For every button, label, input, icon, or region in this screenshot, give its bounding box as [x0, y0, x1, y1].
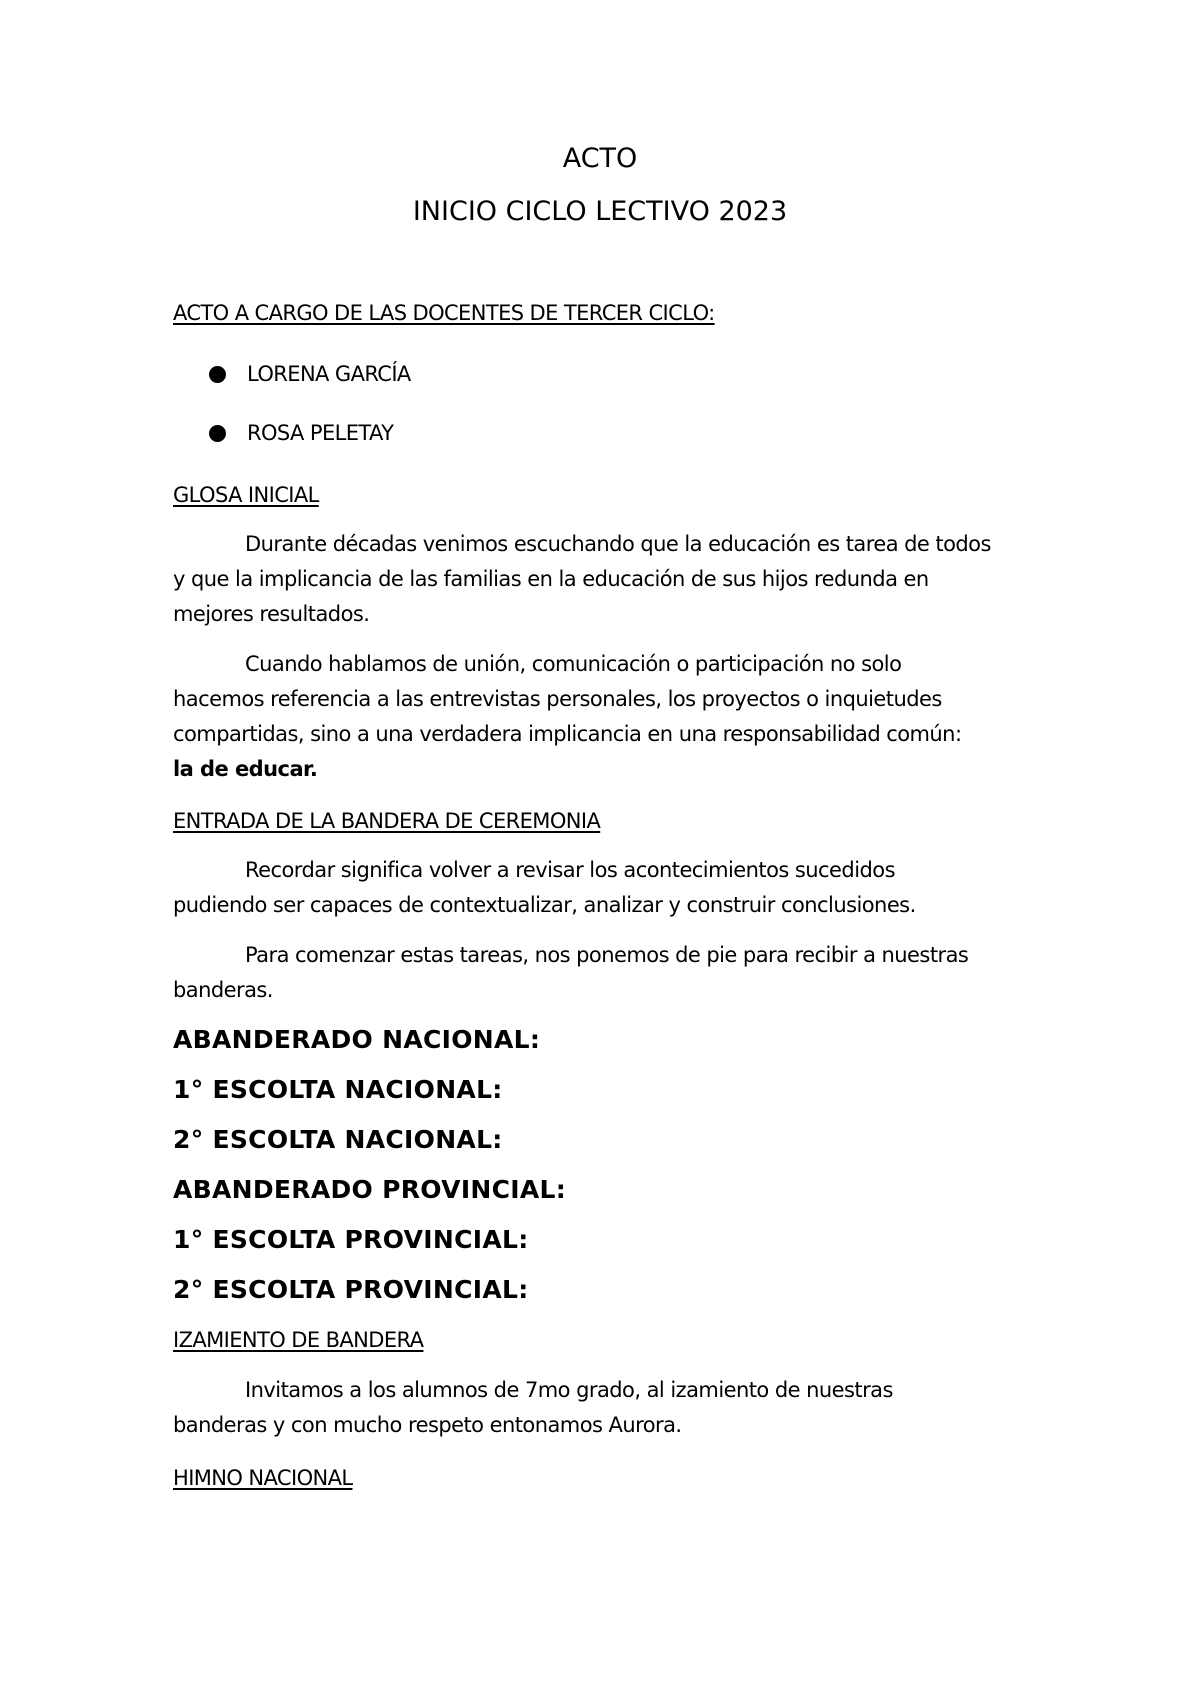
paragraph-line: Recordar significa volver a revisar los acontecimientos sucedidos [245, 858, 895, 882]
glosa-paragraph-1 [173, 527, 1043, 632]
document-subtitle: INICIO CICLO LECTIVO 2023 [412, 196, 788, 227]
staff-heading: ACTO A CARGO DE LAS DOCENTES DE TERCER CICLO: [173, 301, 715, 325]
teacher-name: ROSA PELETAY [247, 421, 394, 445]
paragraph-line: compartidas, sino a una verdadera implicancia en una responsabilidad común: [173, 722, 962, 746]
paragraph-line: y que la implicancia de las familias en la educación de sus hijos redunda en [173, 567, 929, 591]
himno-heading: HIMNO NACIONAL [173, 1466, 353, 1490]
role-abanderado-nacional: ABANDERADO NACIONAL: [173, 1025, 541, 1054]
paragraph-line: pudiendo ser capaces de contextualizar, analizar y construir conclusiones. [173, 893, 916, 917]
role-escolta-nacional-2: 2° ESCOLTA NACIONAL: [173, 1125, 503, 1154]
paragraph-line: Durante décadas venimos escuchando que la educación es tarea de todos [245, 532, 991, 556]
entrada-paragraph-1 [173, 853, 1043, 923]
role-escolta-provincial-1: 1° ESCOLTA PROVINCIAL: [173, 1225, 529, 1254]
paragraph-line: Para comenzar estas tareas, nos ponemos de pie para recibir a nuestras [245, 943, 969, 967]
glosa-paragraph-2 [173, 647, 1043, 787]
document-title: ACTO [562, 143, 638, 174]
bullet-icon [209, 425, 226, 442]
role-escolta-provincial-2: 2° ESCOLTA PROVINCIAL: [173, 1275, 529, 1304]
role-escolta-nacional-1: 1° ESCOLTA NACIONAL: [173, 1075, 503, 1104]
teacher-list-item [209, 359, 411, 389]
teacher-list-item [209, 418, 393, 448]
entrada-heading: ENTRADA DE LA BANDERA DE CEREMONIA [173, 809, 601, 833]
paragraph-line: la de educar. [173, 757, 318, 781]
role-abanderado-provincial: ABANDERADO PROVINCIAL: [173, 1175, 567, 1204]
izamiento-paragraph [173, 1373, 1043, 1443]
entrada-paragraph-2 [173, 938, 1043, 1008]
teacher-name: LORENA GARCÍA [247, 362, 411, 386]
paragraph-line: hacemos referencia a las entrevistas personales, los proyectos o inquietudes [173, 687, 942, 711]
izamiento-heading: IZAMIENTO DE BANDERA [173, 1328, 424, 1352]
paragraph-line: banderas y con mucho respeto entonamos Aurora. [173, 1413, 682, 1437]
glosa-heading: GLOSA INICIAL [173, 483, 319, 507]
paragraph-line: Invitamos a los alumnos de 7mo grado, al izamiento de nuestras [245, 1378, 893, 1402]
paragraph-line: banderas. [173, 978, 273, 1002]
paragraph-line: Cuando hablamos de unión, comunicación o participación no solo [245, 652, 902, 676]
paragraph-line: mejores resultados. [173, 602, 370, 626]
bullet-icon [209, 366, 226, 383]
